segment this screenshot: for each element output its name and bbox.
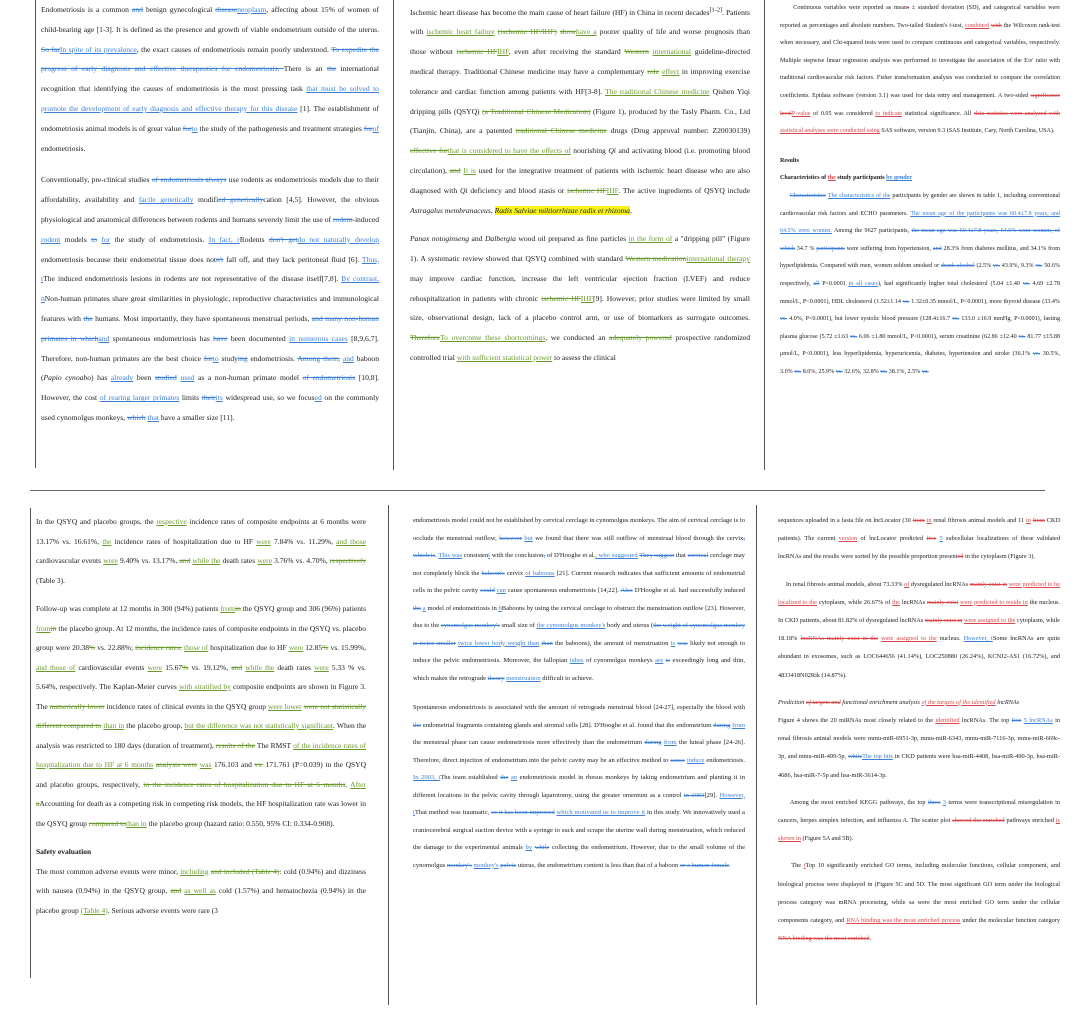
paragraph — [780, 153, 1060, 171]
panel3-p2: Characteristics The characteristics of the participants by gender are shown in table 1, including conventional cardiovascular risk factors and ECHO parameters. The mean age of the participants was 60.4±7.8 years, and 64.5% were women. Among the 9627 participants, the mean age was 60.4±7.8 years, 64.5% were women, of which 34.7 % participants were suffering from hypertension, and 28.3% from diabetes mellitus, and 34.1% from hyperlipidemia. Compared with men, women seldom smoked or drank alcohol (2.5% vs. 43.9%, 9.3% vs. 50.6% respectively, all P<0.0001 in all cases), had significantly higher total cholesterol (5.04 ±1.40 vs. 4.69 ±2.78 mmol/L, P<0.0001), HDL cholesterol (1.52±1.14 vs. 1.32±0.35 mmol/L, P<0.0001), more thyroid disease (33.4% vs. 4.0%, P<0.0001), but lower systolic blood pressure (128.4±16.7 vs. 133.0 ±16.9 mmHg, P<0.0001), fasting plasma glucose (5.72 ±1.63 vs. 6.06 ±1.80 mmol/L, P<0.0001), serum creatinine (62.86 ±12.40 vs. 81.77 ±15.88 μmol/L, P<0.0001), less hyperlipidemia, hyperuricemia, diabetes, hypertension and stroke (36.1% vs. 30.5%, 3.0% vs. 8.0%, 25.9% vs. 32.6%, 32.8% vs. 38.1%, 2.5% vs. — [780, 192, 1061, 375]
panel-divider-mid-bottom — [388, 505, 389, 1005]
panel4-safety-heading: Safety evaluation — [36, 847, 92, 856]
panel3-results-heading: Results — [780, 157, 799, 164]
panel2-p2: Panax notoginseng and Dalbergia wood oil prepared as fine particles in the form of a "dripping pill" (Figure 1). A systematic review showed that QSYQ combined with standard Western medicationinternational therapy may improve cardiac function, increase the left ventricular ejection fraction (LVEF) and reduce rehospitalization in patients with chronic ischemic HFIHF[9]. However, prior studies were limited by small size, observational design, lack of a placebo control arm, or use of biomarkers as surrogate outcomes. ThereforeTo overcome these shortcomings, we conducted an adequately powered prospective randomized controlled trial with sufficient statistical power to assess the clinical — [410, 234, 751, 363]
panel6-subheading: Prediction of targets and functional enrichment analysis of the targets of the identified lncRNAs — [778, 698, 1020, 706]
panel4-p3: The most common adverse events were minor, including and included (Table 4): cold (0.94%) and dizziness with nausea (0.94%) in the QSYQ group, and as well as cold (1.57%) and hematochezia (0.94%) in the placebo group (Table 4). Serious adverse events were rare (3 — [36, 866, 367, 915]
panel6-p3: Figure 4 shows the 20 miRNAs most closely related to the identified lncRNAs. The top five 5 lncRNAs in renal fibrosis animal models were mmu-miR-6951-3p, mmu-miR-6343, mmu-miR-7116-3p, mmu-miR-669c-3p, and mmu-miR-499-5p, whileThe top hits in CKD patients were hsa-miR-4408, hsa-miR-490-3p, hsa-miR-4686, hsa-miR-7-5p and hsa-miR-3614-3p. — [778, 717, 1060, 779]
paragraph — [36, 512, 366, 590]
panel6-p4: Among the most enriched KEGG pathways, the top three 3 terms were transcriptional misregulation in cancers, herpes simplex infection, and influenza A. The scatter plot showed the enriched pathways enriched is shown in (Figure 5A and 5B). — [778, 798, 1061, 843]
panel-endometriosis-intro — [41, 0, 379, 470]
paragraph — [778, 694, 1060, 712]
panel1-p1: Endometriosis is a common and benign gynecological diseaseneoplasm, affecting about 15% of women of child-bearing age [1-3]. It is defined as the presence and growth of viable endometrium outside of the uterus. So farIn spite of its prevalence, the exact causes of endometriosis remain poorly understood. To expedite the progress of early diagnosis and effective therapeutics for endometriosis, There is an the international recognition that identifying the causes of endometriosis is the most pressing task that must be solved to promote the development of early diagnosis and effective therapy for this disease [1]. The establishment of endometriosis animal models is of great value forto the study of the pathogenesis and treatment strategies forof endometriosis. — [41, 5, 379, 153]
panel5-p1: endometriosis model could not be established by cervical cerclage in cynomolgus monkeys. The aim of cervical cerclage is to occlude the menstrual outflow, however but we found that there was still outflow of menstrual blood through the cervix, which is. This was consistent with the conclusion, of D'Hooghe et al., who suggested They suggest that cervical cerclage may not completely block the baboon's cervix of baboons [21]. Current research indicates that sufficient amounts of endometrial cells in the pelvic cavity could can cause spontaneous endometriosis [14,22]. Also D'Hooghe et al. had successfully induced the a model of endometriosis in bBaboons by using the cervical cerclage to obstruct the menstruation outflow [23]. However, due to the cynomolgus monkey's small size of the cynomolgus monkey's body and uterus (the weight of cynomolgus monkey is twice smaller twice lower body weight than than the baboons), the amount of menstruation is was likely not enough to induce the pelvic endometriosis. Moreover, the fallopian tubes of cynomolgus monkeys are is exceedingly long and thin, which makes the retrograde theory menstruation difficult to achieve. — [413, 517, 745, 682]
panel-lncrna-results — [778, 512, 1060, 1012]
paragraph — [778, 794, 1060, 849]
panel4-p2: Follow-up was complete at 12 months in 300 (94%) patients fromin the QSYQ group and 306 (96%) patients fromin the placebo group. At 12 months, the incidence rates of composite endpoints in the QSYQ vs. placebo group were 20.38% vs. 22.88%; incidence rates, those of hospitalization due to HF were 12.85% vs. 15.99%, and those of cardiovascular events were 15.67% vs. 19.12%, and while the death rates were 5.33 % vs. 5.64%, respectively. The Kaplan-Meier curves with stratified by composite endpoints are shown in Figure 3. The numerically lower incidence rates of clinical events in the QSYQ group were lower were not statistically different compared to than in the placebo group, but the difference was not statistically significant. When the analysis was restricted to 180 days (duration of treatment), results of the The RMST of the incidence rates of hospitalization due to HF at 6 months analysis were was 176.103 and vs. 171.761 (P=0.039) in the QSYQ and placebo groups, respectively, in the incidence rates of hospitalization due to HF at 6 months. After aAccounting for death as a competing risk in competing risk models, the HF hospitalization rate was lower in the QSYQ group compared tothan in the placebo group (hazard ratio: 0.550, 95% CI: 0.334-0.908). — [36, 604, 367, 828]
panel-divider-horizontal — [30, 490, 1045, 491]
panel-qsyq-results — [36, 512, 366, 1012]
panel-endometriosis-discussion — [413, 512, 745, 1012]
panel6-p5: The tTop 10 significantly enriched GO terms, including molecular functions, cellular component, and biological process were displayed in (Figure 5C and 5D. The most significant GO term under the biological process category was mRNA processing, while sa were the most enriched GO term under the cellular components category, and RNA binding was the most enriched process under the molecular function category RNA binding was the most enriched. — [778, 862, 1060, 943]
panel2-p1: Ischemic heart disease has become the main cause of heart failure (HF) in China in recent decades[1-2]. Patients with ischemic heart failure (ischemic HF/IHF) showhave a poorer quality of life and worse prognosis than those without ischemic HFIHF, even after receiving the standard Western international guideline-directed medical therapy. Traditional Chinese medicine may have a complementary role effect in improving exercise tolerance and cardiac function among patients with HF[3-8]. The traditional Chinese medicine Qishen Yiqi dripping pills (QSYQ) (a Traditional Chinese Medication) (Figure 1), produced by the Tasly Pharm. Co., Ltd (Tianjin, China), are a patented traditional Chinese medicine drugs (Drug approval number: Z20030139) effective forthat is considered to have the effects of nourishing Qi and activating blood (i.e. promoting blood circulation), and It is used for the integrative treatment of patients with ischemic heart disease who are also diagnosed with Qi deficiency and blood stasis or ischemic HFIHF. The active ingredients of QSYQ include Astragalus membranaceus, Radix Salviae miltiorrhizae radix et rhizoma, — [410, 6, 751, 215]
paragraph — [410, 0, 750, 220]
paragraph — [780, 170, 1060, 188]
paragraph — [780, 0, 1060, 141]
paragraph — [36, 599, 366, 833]
panel-divider-right-bottom — [756, 505, 757, 1005]
paragraph — [413, 512, 745, 687]
panel-divider-right-top — [764, 0, 765, 470]
paragraph — [413, 699, 745, 874]
paragraph — [36, 862, 366, 921]
panel5-p2: Spontaneous endometriosis is associated with the amount of retrograde menstrual blood [24-27], especially the blood with the endometrial fragments containing glands and stromal cells [28]. D'Hooghe et al. found that the endometrium during from the menstrual phase can cause endometriosis more effectively than the endometrium during from the luteal phase [24-26]. Therefore, direct injection of endometrium into the pelvic cavity may be an effective method to cause induce endometriosis. In 2003, tThe team established the an endometriosis model in rhesus monkeys by taking endometrium and planting it in different locations in the pelvic cavity through laparotomy, using the greater omentum as a control in 2003[29]. However, tThat method was traumatic, so it has been improved which motivated us to improve it in this study. We innovatively used a craniocerebral surgical suction device with a syringe to suck and scrape the uterine wall during menstruation, which reduced the damage to the experimental animals by while collecting the endometrium. However, due to the small volume of the cynomolgus monkey's monkey's pelvic uterus, the endometrium content is less than that of a baboon or a human female. — [413, 704, 746, 869]
paragraph — [36, 842, 366, 862]
panel-divider-left-bottom — [30, 508, 31, 978]
panel6-p1: sequences uploaded in a fasta file on lncLocator (30 from in renal fibrosis animal models and 11 in from CKD patients). The current version of lncLocator predicted five 5 subcellular localizations of these validated lncRNAs and the results were sorted by the possible proportion presented in the cytoplasm (Figure 3). — [778, 517, 1061, 561]
paragraph — [778, 857, 1060, 948]
paragraph — [778, 712, 1060, 785]
paragraph — [410, 229, 750, 368]
panel6-p2: In renal fibrosis animal models, about 73.33% of dysregulated lncRNAs mainly exist in were predicted to be localized to the cytoplasm, while 26.67% of the lncRNAs mainly exist were predicted to reside in the nucleus. In CKD patients, about 81.82% of dysregulated lncRNAs mainly exist in were assigned to the cytoplasm, while 18.18% lncRNAs mainly exist in the were assigned to the nucleus. However, tSome lncRNAs are quite abundant in exosomes, such as LOC644656 (41.14%), LOC250880 (26.24%), KCNJ2-AS1 (16.72%), and 4833418N02Rik (14.87%). — [778, 580, 1060, 679]
panel-divider-left-top — [35, 0, 36, 468]
panel-statistics-results — [780, 0, 1060, 470]
panel4-p1: In the QSYQ and placebo groups, the respective incidence rates of composite endpoints at 6 months were 13.17% vs. 16.61%, the incidence rates of hospitalization due to HF were 7.84% vs. 11.29%, and those cardiovascular events were 9.40% vs. 13.17%, and while the death rates were 3.76% vs. 4.70%, respectively (Table 3). — [36, 517, 367, 585]
paragraph — [41, 0, 379, 158]
panel1-p2: Conventionally, pre-clinical studies of endometriosis always use rodents as endometriosis models due to their affordability, availability and facile genetically modified geneticallycation [4,5]. However, the obvious physiological and anatomical differences between rodents and humans severely limit the use of rodent-induced rodent models to for the study of endometriosis. In fact, rRodents don't getdo not naturally develop endometriosis because their endometrial tissue does notn't fall off, and they lack peritoneal fluid [6]. Thus, tThe induced endometriosis lesions in rodents are not representative of the disease itself[7,8]. By contrast, nNon-human primates share great similarities in physiologic, reproductive characteristics and immunological features with the humans. Most importantly, they have spontaneous menstrual periods, and many non-human primates in whichand spontaneous endometriosis has have been documented in numerous cases [8,9,6,7]. Therefore, non-human primates are the best choice forto studying endometriosis. Among them, and baboon (Papio cynoabo) has already been studied used as a non-human primate model of endometriosis [10,8]. However, the cost of rearing larger primates limits theirits widespread use, so we focused on the commonly used cynomolgus monkeys, which that have a smaller size [11]. — [41, 175, 380, 422]
paragraph — [780, 188, 1060, 382]
panel-qsyq-intro — [410, 0, 750, 470]
paragraph — [778, 576, 1060, 685]
panel-divider-mid-top — [393, 0, 394, 470]
panel3-subheading: Characteristics of the study participants by gender — [780, 175, 913, 182]
paragraph — [778, 512, 1060, 567]
panel3-p1: Continuous variables were reported as means ± standard deviation (SD), and categorical variables were reported as percentages and absolute numbers. Two-tailed Student's t-test, combined with the Wilcoxon rank-test when necessary, and Chi-squared tests were used to compare continuous and categorical variables, respectively. Multiple stepwise linear regression analysis was performed to investigate the association of the E/e' ratio with traditional cardiovascular risk factors. Fisher transformation analysis was conducted to compare the correlation coefficients. Epidata software (version 3.1) was used for data entry and management. A two-sided significance levelP-value of 0.05 was considered to indicate statistical significance. All data statistics were analyzed with statistical analyses were conducted using SAS software, version 9.3 (SAS Institute, Cary, North Carolina, USA). — [780, 5, 1060, 135]
paragraph — [41, 170, 379, 427]
